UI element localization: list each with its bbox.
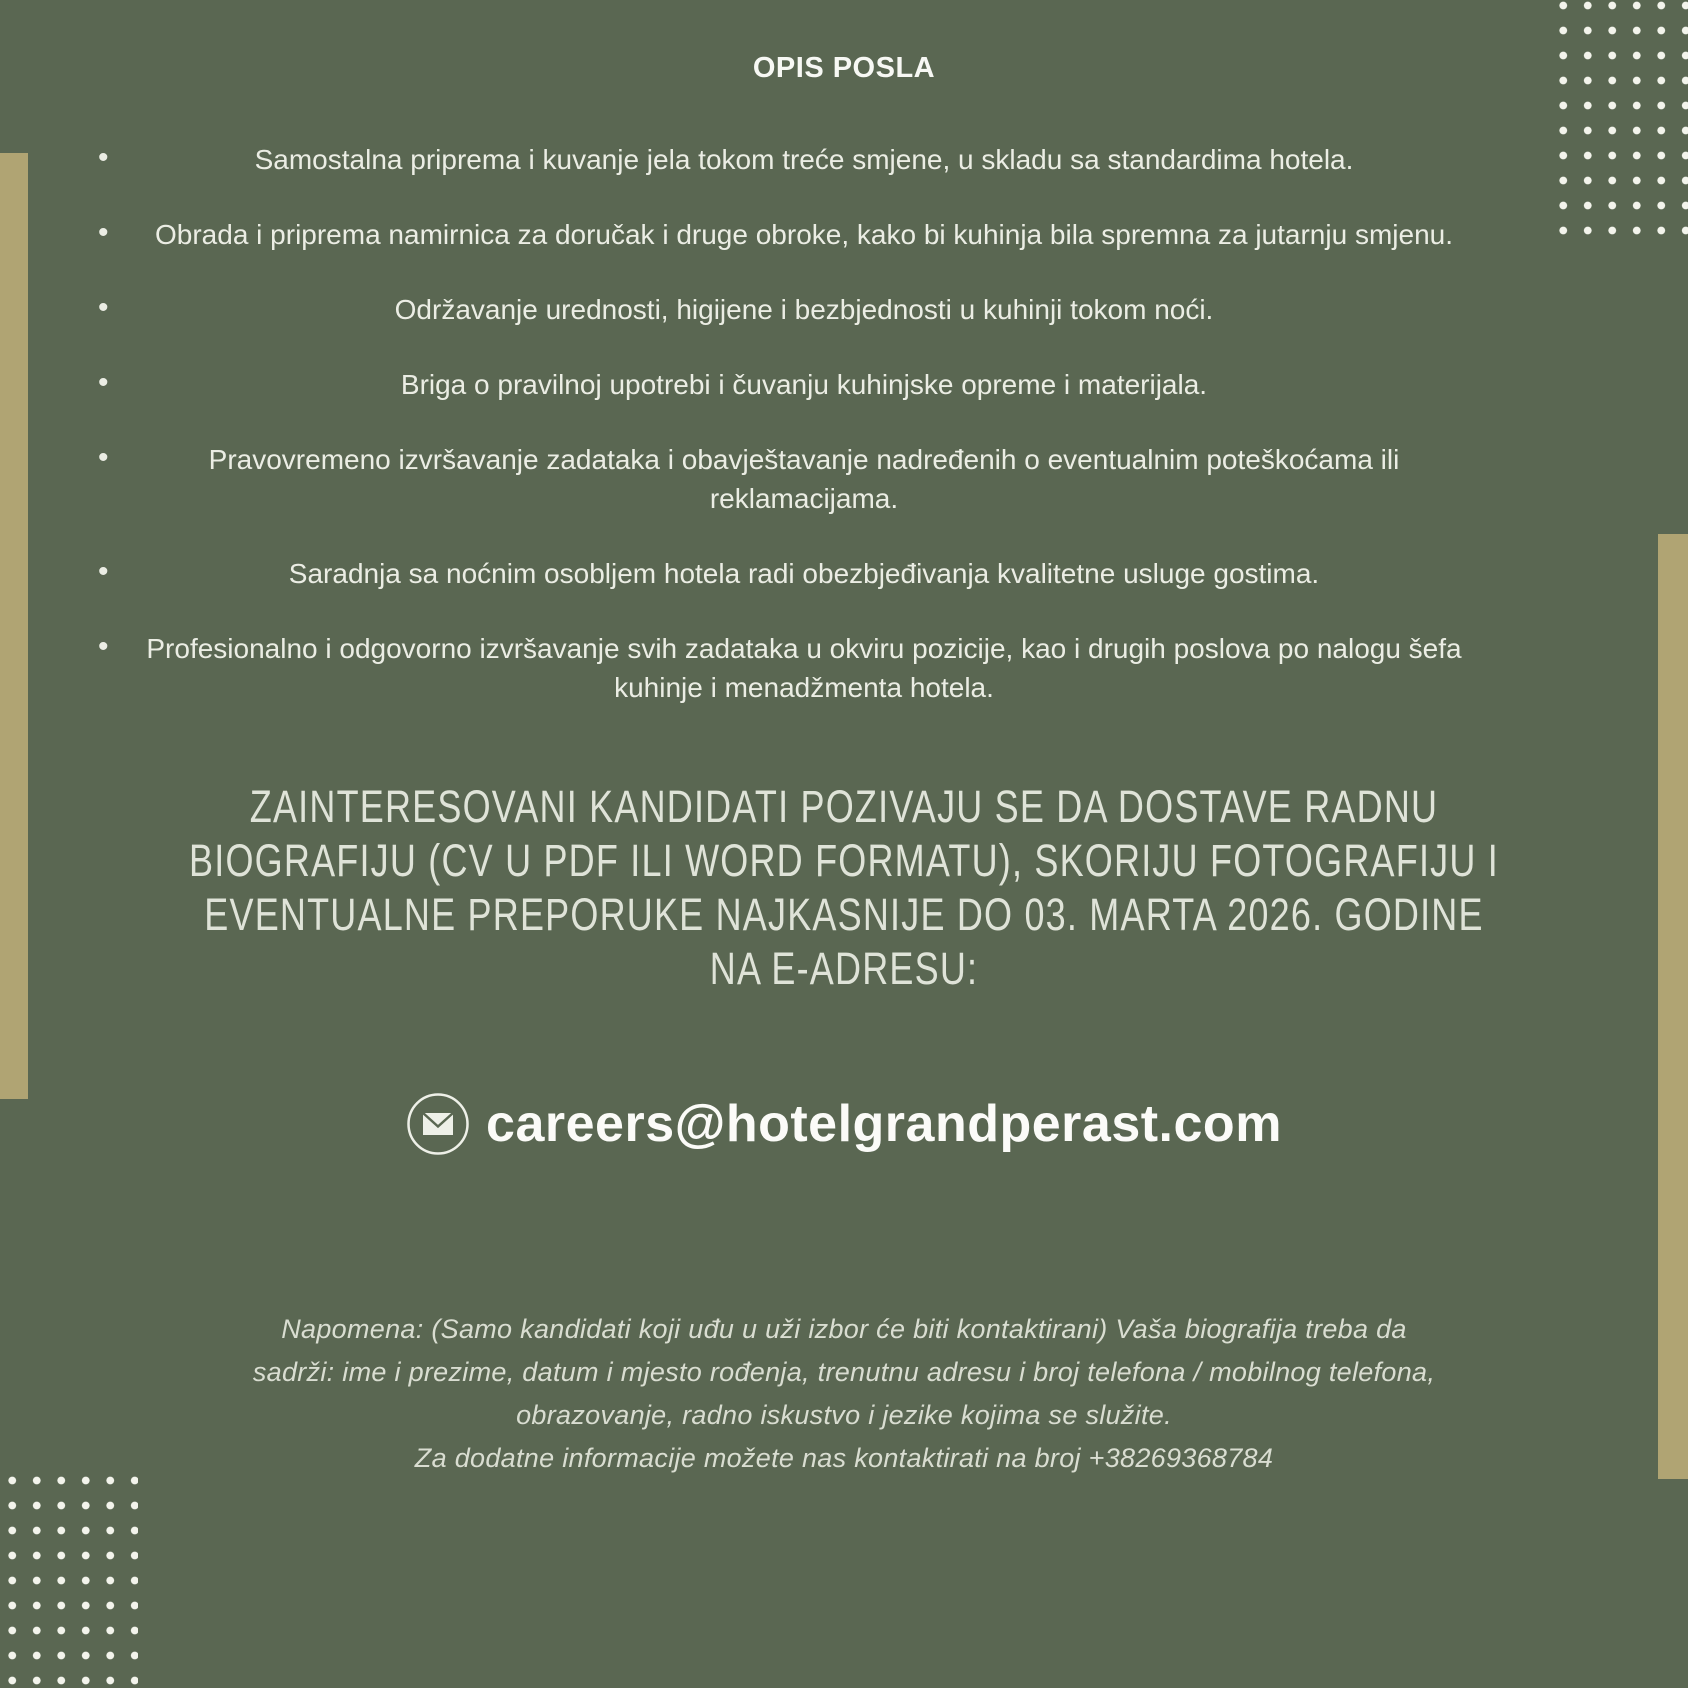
email-address[interactable]: careers@hotelgrandperast.com (486, 1095, 1282, 1153)
cta-line: EVENTUALNE PREPORUKE NAJKASNIJE DO 03. MARTA 2026. GODINE (204, 889, 1484, 940)
list-item-text: Profesionalno i odgovorno izvršavanje svih zadataka u okviru pozicije, kao i drugih poslova po nalogu šefa kuhinje i menadžmenta hotela. (146, 633, 1462, 703)
footnote-line: Napomena: (Samo kandidati koji uđu u uži izbor će biti kontaktirani) Vaša biografija treba da (281, 1314, 1407, 1344)
job-duties-list (98, 140, 1496, 743)
email-row (0, 1092, 1688, 1156)
bullet-icon: • (98, 216, 109, 249)
dot-grid-top-right (1551, 0, 1688, 241)
list-item-text: Obrada i priprema namirnica za doručak i druge obroke, kako bi kuhinja bila spremna za jutarnju smjenu. (155, 219, 1453, 250)
list-item-text: Briga o pravilnoj upotrebi i čuvanju kuhinjske opreme i materijala. (400, 369, 1208, 400)
list-item (98, 629, 1496, 707)
list-item (98, 215, 1496, 254)
application-instructions (169, 780, 1519, 996)
bullet-icon: • (98, 630, 109, 663)
footnote-line: sadrži: ime i prezime, datum i mjesto rođenja, trenutnu adresu i broj telefona / mobilnog telefona, (252, 1357, 1436, 1387)
bullet-icon: • (98, 366, 109, 399)
page-title: OPIS POSLA (752, 52, 936, 84)
dot-grid-bottom-left (0, 1468, 138, 1688)
list-item-text: Održavanje urednosti, higijene i bezbjednosti u kuhinji tokom noći. (394, 294, 1214, 325)
bullet-icon: • (98, 441, 109, 474)
accent-bar-right (1658, 534, 1688, 1479)
list-item (98, 290, 1496, 329)
footnote-line: Za dodatne informacije možete nas kontaktirati na broj +38269368784 (414, 1443, 1274, 1473)
list-item-text: Saradnja sa noćnim osobljem hotela radi obezbjeđivanja kvalitetne usluge gostima. (288, 558, 1320, 589)
cta-line: NA E-ADRESU: (709, 943, 979, 994)
list-item (98, 440, 1496, 518)
accent-bar-left (0, 153, 28, 1099)
cta-line: ZAINTERESOVANI KANDIDATI POZIVAJU SE DA DOSTAVE RADNU (249, 781, 1439, 832)
bullet-icon: • (98, 141, 109, 174)
footnote (120, 1308, 1568, 1480)
cta-line: BIOGRAFIJU (CV U PDF ILI WORD FORMATU), SKORIJU FOTOGRAFIJU I (189, 835, 1499, 886)
footnote-line: obrazovanje, radno iskustvo i jezike kojima se služite. (516, 1400, 1172, 1430)
envelope-icon (406, 1092, 470, 1156)
list-item-text: Samostalna priprema i kuvanje jela tokom treće smjene, u skladu sa standardima hotela. (254, 144, 1354, 175)
bullet-icon: • (98, 291, 109, 324)
bullet-icon: • (98, 555, 109, 588)
list-item (98, 140, 1496, 179)
list-item (98, 554, 1496, 593)
list-item (98, 365, 1496, 404)
list-item-text: Pravovremeno izvršavanje zadataka i obavještavanje nadređenih o eventualnim poteškoćama ili reklamacijama. (208, 444, 1400, 514)
